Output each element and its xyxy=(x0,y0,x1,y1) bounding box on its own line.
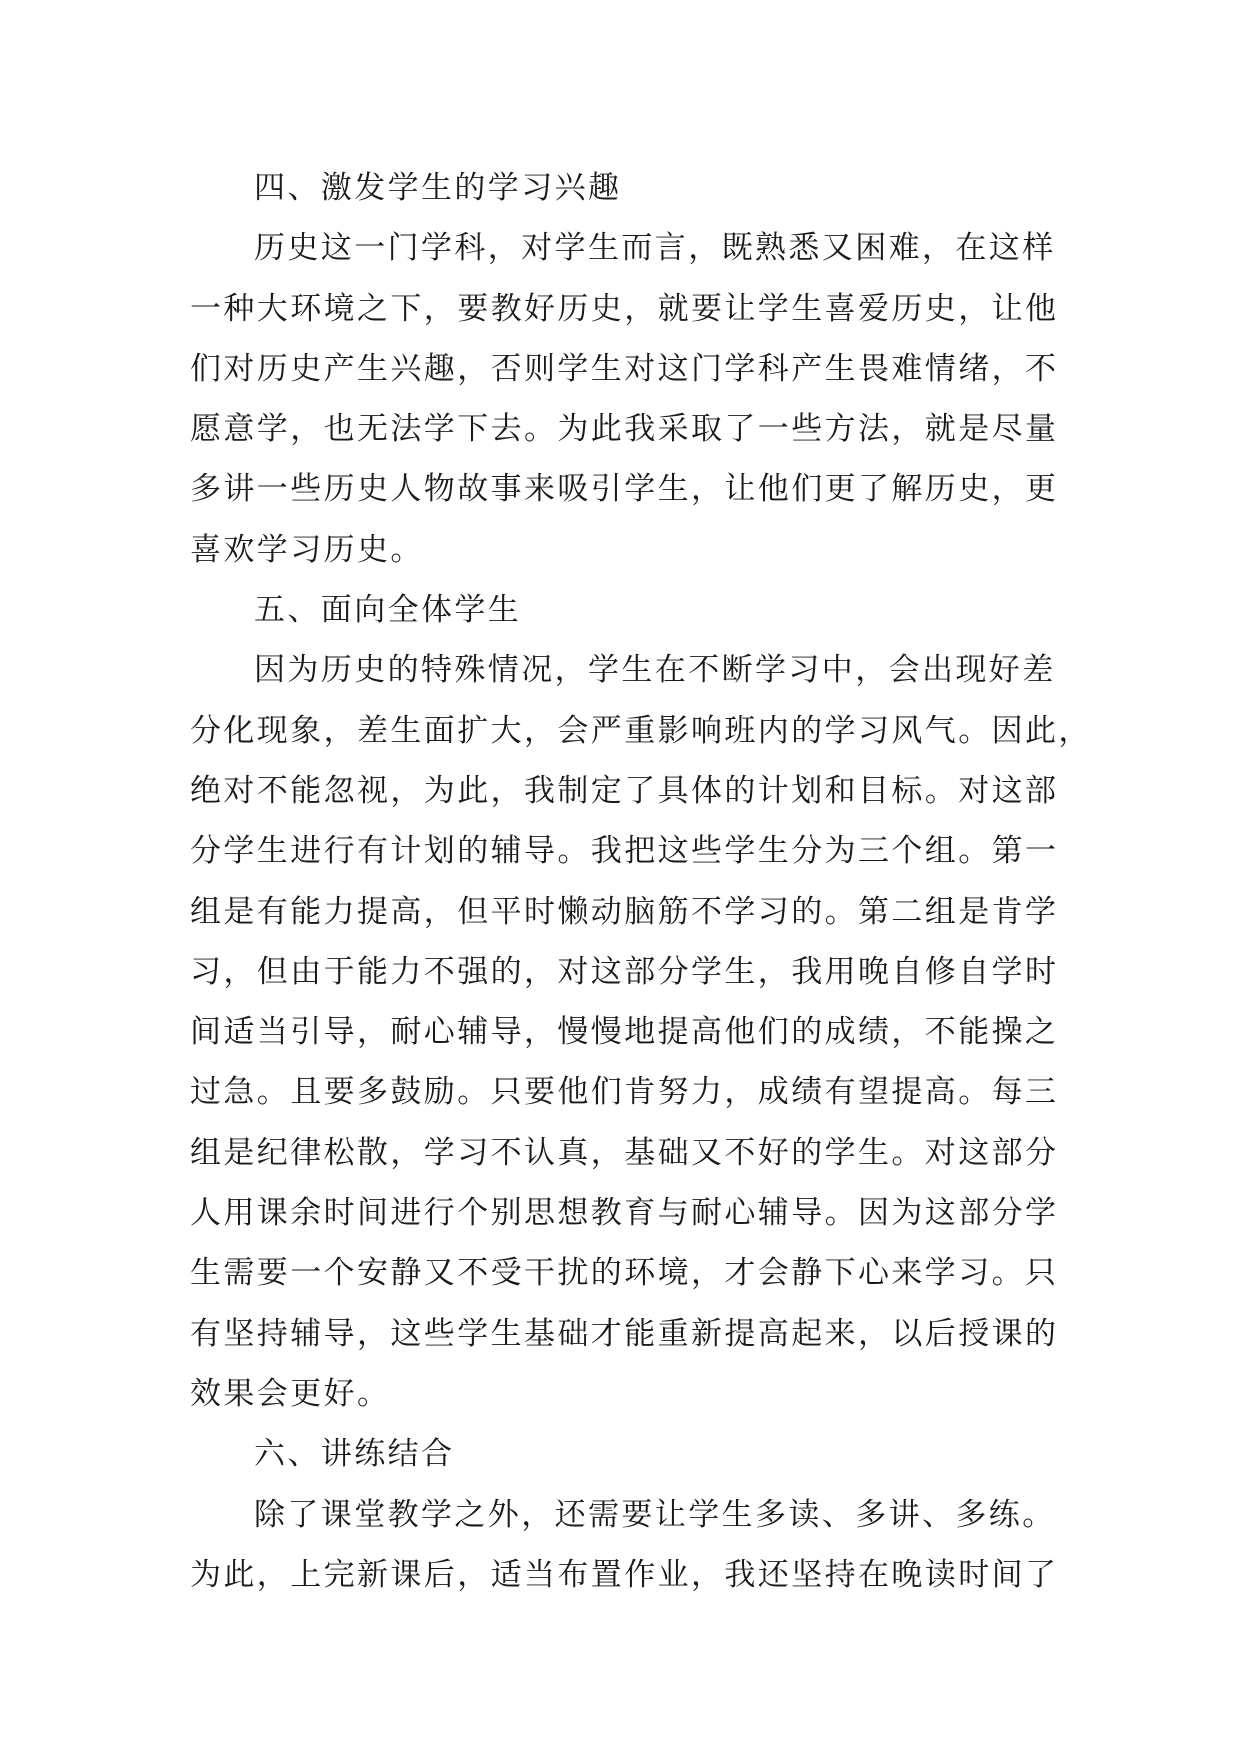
paragraph-line: 除了课堂教学之外，还需要让学生多读、多讲、多练。 xyxy=(254,1496,1056,1533)
section-heading: 四、激发学生的学习兴趣 xyxy=(254,170,622,206)
paragraph-line: 多讲一些历史人物故事来吸引学生，让他们更了解历史，更 xyxy=(190,471,1059,508)
paragraph-line: 分学生进行有计划的辅导。我把这些学生分为三个组。第一 xyxy=(190,833,1059,870)
paragraph-line: 组是纪律松散，学习不认真，基础又不好的学生。对这部分 xyxy=(190,1134,1059,1171)
paragraph-line: 人用课余时间进行个别思想教育与耐心辅导。因为这部分学 xyxy=(190,1195,1059,1232)
paragraph-line: 间适当引导，耐心辅导，慢慢地提高他们的成绩，不能操之 xyxy=(190,1014,1059,1051)
paragraph-line: 组是有能力提高，但平时懒动脑筋不学习的。第二组是肯学 xyxy=(190,893,1059,930)
paragraph-line: 有坚持辅导，这些学生基础才能重新提高起来，以后授课的 xyxy=(190,1315,1059,1352)
paragraph-line: 生需要一个安静又不受干扰的环境，才会静下心来学习。只 xyxy=(190,1255,1059,1292)
paragraph-line: 分化现象，差生面扩大，会严重影响班内的学习风气。因此， xyxy=(190,712,1092,749)
section-heading: 六、讲练结合 xyxy=(254,1436,455,1473)
paragraph-line: 因为历史的特殊情况，学生在不断学习中，会出现好差 xyxy=(254,652,1056,689)
paragraph-line: 过急。且要多鼓励。只要他们肯努力，成绩有望提高。每三 xyxy=(190,1074,1059,1111)
paragraph-line: 们对历史产生兴趣，否则学生对这门学科产生畏难情绪，不 xyxy=(190,350,1059,387)
paragraph-line: 愿意学，也无法学下去。为此我采取了一些方法，就是尽量 xyxy=(190,411,1059,448)
paragraph-line: 为此，上完新课后，适当布置作业，我还坚持在晚读时间了 xyxy=(190,1556,1059,1593)
document-text xyxy=(190,158,1092,1605)
paragraph-line: 一种大环境之下，要教好历史，就要让学生喜爱历史，让他 xyxy=(190,290,1059,327)
paragraph-line: 绝对不能忽视，为此，我制定了具体的计划和目标。对这部 xyxy=(190,772,1059,809)
paragraph-line: 习，但由于能力不强的，对这部分学生，我用晚自修自学时 xyxy=(190,953,1059,990)
paragraph-line: 历史这一门学科，对学生而言，既熟悉又困难，在这样 xyxy=(254,230,1056,267)
section-heading: 五、面向全体学生 xyxy=(254,592,522,629)
paragraph-line: 喜欢学习历史。 xyxy=(190,531,424,568)
paragraph-line: 效果会更好。 xyxy=(190,1375,391,1412)
